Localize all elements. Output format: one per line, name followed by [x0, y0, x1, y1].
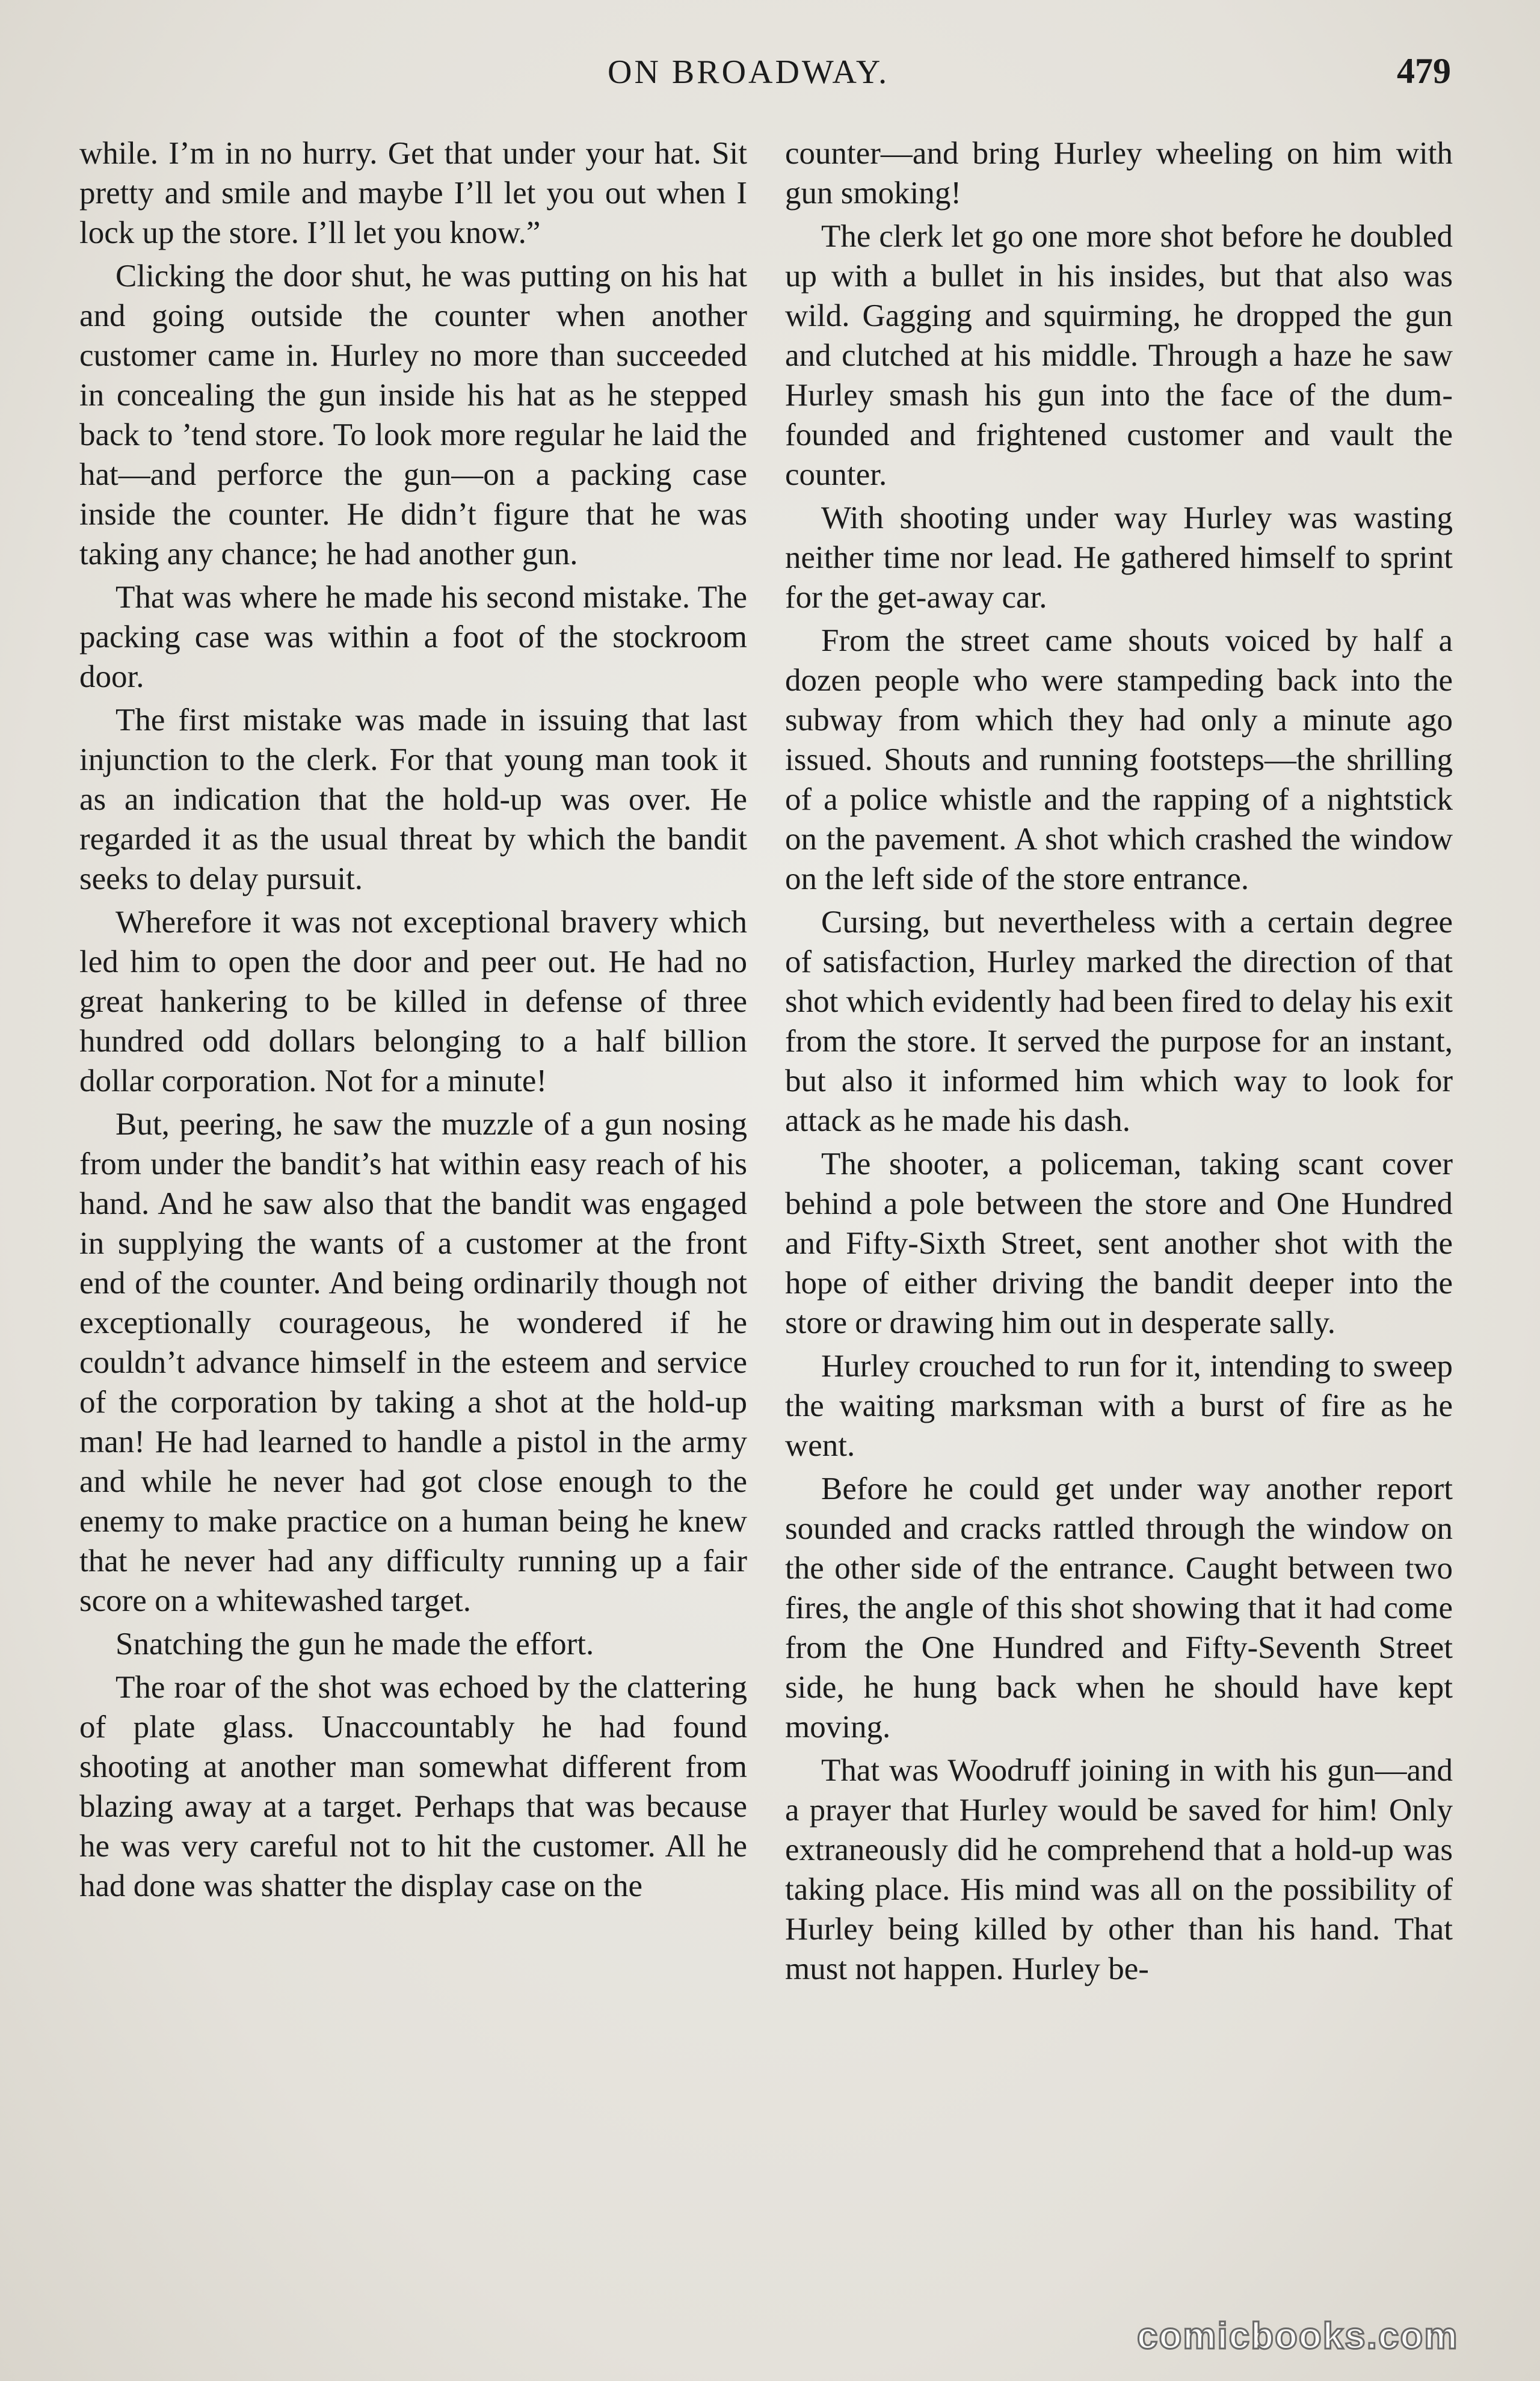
paragraph: That was where he made his second mistake. The packing case was within a foot of the stockroom door.: [79, 580, 747, 694]
paragraph: Before he could get under way another report sounded and cracks rattled through the window on the other side of the entrance. Caught between two fires, the angle of this shot showing that it had come from the One Hundred and Fifty-Seventh Street side, he hung back when he should have kept moving.: [785, 1471, 1453, 1745]
paragraph: Clicking the door shut, he was putting on his hat and going outside the counter when another customer came in. Hurley no more than succeeded in concealing the gun inside his hat as he stepped back to ’tend store. To look more regular he laid the hat—and perforce the gun—on a packing case inside the counter. He didn’t figure that he was taking any chance; he had another gun.: [79, 259, 747, 571]
paragraph: The clerk let go one more shot before he doubled up with a bullet in his insides, but that also was wild. Gagging and squirming, he dropped the gun and clutched at his middle. Through a haze he saw Hurley smash his gun into the face of the dumfounded and frightened customer and vault the counter.: [785, 219, 1453, 492]
paragraph: counter—and bring Hurley wheeling on him with gun smoking!: [785, 136, 1453, 211]
paragraph: The first mistake was made in issuing that last injunction to the clerk. For that young man took it as an indication that the hold-up was over. He regarded it as the usual threat by which the bandit seeks to delay pursuit.: [79, 703, 747, 896]
paragraph: From the street came shouts voiced by half a dozen people who were stampeding back into the subway from which they had only a minute ago issued. Shouts and running footsteps—the shrilling of a police whistle and the rapping of a nightstick on the pavement. A shot which crashed the window on the left side of the store entrance.: [785, 623, 1453, 896]
paragraph: while. I’m in no hurry. Get that under your hat. Sit pretty and smile and maybe I’ll let you out when I lock up the store. I’ll let you know.”: [79, 136, 747, 250]
paragraph: The shooter, a policeman, taking scant cover behind a pole between the store and One Hundred and Fifty-Sixth Street, sent another shot with the hope of either driving the bandit deeper into the store or drawing him out in desperate sally.: [785, 1147, 1453, 1340]
running-title: ON BROADWAY.: [608, 54, 890, 91]
paragraph: Hurley crouched to run for it, intending to sweep the waiting marksman with a burst of fire as he went.: [785, 1349, 1453, 1463]
paragraph: Wherefore it was not exceptional bravery which led him to open the door and peer out. He had no great hankering to be killed in defense of three hundred odd dollars belonging to a half billion dollar corporation. Not for a minute!: [79, 905, 747, 1098]
page-number: 479: [1397, 51, 1451, 91]
paragraph: Cursing, but nevertheless with a certain degree of satisfaction, Hurley marked the direction of that shot which evidently had been fired to delay his exit from the store. It served the purpose for an instant, but also it informed him which way to look for attack as he made his dash.: [785, 905, 1453, 1138]
paragraph: The roar of the shot was echoed by the clattering of plate glass. Unaccountably he had found shooting at another man somewhat different from blazing away at a target. Perhaps that was because he was very careful not to hit the customer. All he had done was shatter the display case on the: [79, 1670, 747, 1903]
paragraph: But, peering, he saw the muzzle of a gun nosing from under the bandit’s hat within easy reach of his hand. And he saw also that the bandit was engaged in supplying the wants of a customer at the front end of the counter. And being ordinarily though not exceptionally courageous, he wondered if he couldn’t advance himself in the esteem and service of the corporation by taking a shot at the hold-up man! He had learned to handle a pistol in the army and while he never had got close enough to the enemy to make practice on a human being he knew that he never had any difficulty running up a fair score on a whitewashed target.: [79, 1107, 747, 1618]
paragraph: With shooting under way Hurley was wasting neither time nor lead. He gathered himself to sprint for the get-away car.: [785, 501, 1453, 615]
right-column: [785, 134, 1453, 1992]
watermark: comicbooks.com: [1137, 2315, 1459, 2357]
left-column: [79, 134, 747, 1909]
paragraph: That was Woodruff joining in with his gun—and a prayer that Hurley would be saved for him! Only extraneously did he comprehend that a hold-up was taking place. His mind was all on the possibility of Hurley being killed by other than his hand. That must not happen. Hurley be-: [785, 1753, 1453, 1986]
paragraph: Snatching the gun he made the effort.: [116, 1627, 594, 1662]
